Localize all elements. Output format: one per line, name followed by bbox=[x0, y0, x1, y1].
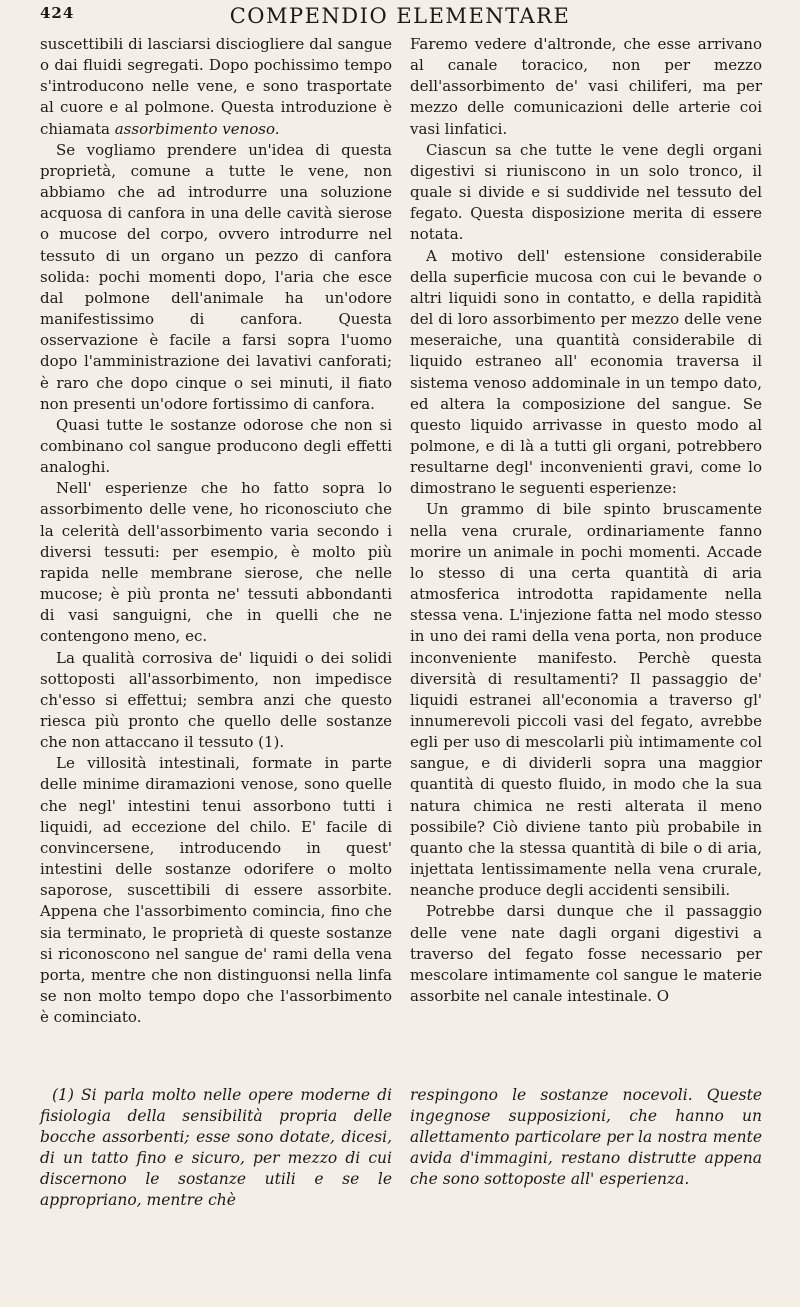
paragraph: Ciascun sa che tutte le vene degli organi digestivi si riuniscono in un solo tronco, il quale si divide e si suddivide nel tessuto del fegato. Questa disposizione merita di essere notata. bbox=[410, 140, 762, 244]
paragraph: Quasi tutte le sostanze odorose che non si combinano col sangue producono degli effetti analoghi. bbox=[40, 415, 392, 477]
paragraph: Faremo vedere d'altronde, che esse arrivano al canale toracico, non per mezzo dell'assorbimento de' vasi chiliferi, ma per mezzo delle comunicazioni delle arterie coi vasi linfatici. bbox=[410, 35, 762, 138]
footnote-right bbox=[410, 1085, 762, 1190]
paragraph: Le villosità intestinali, formate in parte delle minime diramazioni venose, sono quelle che negl' intestini tenui assorbono tutti i liquidi, ad eccezione del chilo. E' facile di convincersene, introducendo in quest' intestini delle sostanze odorifere o molto saporose, suscettibili di essere assorbite. Appena che l'assorbimento comincia, fino che sia terminato, le proprietà di queste sostanze si riconoscono nel sangue de' rami della vena porta, mentre che non distinguonsi nella linfa se non molto tempo dopo che l'assorbimento è cominciato. bbox=[40, 754, 392, 1027]
left-column bbox=[40, 34, 392, 1028]
paragraph: A motivo dell' estensione considerabile della superficie mucosa con cui le bevande o altri liquidi sono in contatto, e della rapidità del di loro assorbimento per mezzo delle vene meseraiche, una quantità considerabile di liquido estraneo all' economia traversa il sistema venoso addominale in un tempo dato, ed altera la composizione del sangue. Se questo liquido arrivasse in questo modo al polmone, e di là a tutti gli organi, potrebbero resultarne degl' inconvenienti gravi, come lo dimostrano le seguenti esperienze: bbox=[410, 246, 762, 498]
paragraph: Un grammo di bile spinto bruscamente nella vena crurale, ordinariamente fanno morire un animale in pochi momenti. Accade lo stesso di una certa quantità di aria atmosferica introdotta rapidamente nella stessa vena. L'injezione fatta nel modo stesso in uno dei rami della vena porta, non produce inconveniente manifesto. Perchè questa diversità di resultamenti? Il passaggio de' liquidi estranei all'economia a traverso gl' innumerevoli piccoli vasi del fegato, avrebbe egli per uso di mescolarli più intimamente col sangue, e di dividerli sopra una maggior quantità di questo fluido, in modo che la sua natura chimica ne resti alterata il meno possibile? Ciò diviene tanto più probabile in quanto che la stessa quantità di bile o di aria, injettata lentissimamente nella vena crurale, neanche produce degli accidenti sensibili. bbox=[410, 500, 762, 900]
running-title: COMPENDIO ELEMENTARE bbox=[229, 4, 571, 28]
footnote-text: (1) Si parla molto nelle opere moderne di fisiologia della sensibilità propria delle bocche assorbenti; esse sono dotate, dicesi, di un tatto fino e sicuro, per mezzo di cui discernono le sostanze utili e se le appropriano, mentre chè bbox=[40, 1086, 392, 1209]
paragraph: suscettibili di lasciarsi disciogliere dal sangue o dai fluidi segregati. Dopo pochissimo tempo s'introducono nelle vene, e sono trasportate al cuore e al polmone. Questa introduzione è chiamata assorbimento venoso. bbox=[40, 35, 392, 138]
paragraph: Potrebbe darsi dunque che il passaggio delle vene nate dagli organi digestivi a traverso del fegato fosse necessario per mescolare intimamente col sangue le materie assorbite nel canale intestinale. O bbox=[410, 902, 762, 1006]
footnote-left bbox=[40, 1085, 392, 1211]
paragraph: Nell' esperienze che ho fatto sopra lo assorbimento delle vene, ho riconosciuto che la celerità dell'assorbimento varia secondo i diversi tessuti: per esempio, è molto più rapida nelle membrane sierose, che nelle mucose; è più pronta ne' tessuti abbondanti di vasi sanguigni, che in quelli che ne contengono meno, ec. bbox=[40, 479, 392, 646]
page-header bbox=[40, 4, 760, 28]
footnote-text: respingono le sostanze nocevoli. Queste ingegnose supposizioni, che hanno un allettamento particolare per la nostra mente avida d'immagini, restano distrutte appena che sono sottoposte all' esperienza. bbox=[410, 1086, 762, 1188]
italic-term: assorbimento venoso. bbox=[114, 119, 280, 138]
paragraph: La qualità corrosiva de' liquidi o dei solidi sottoposti all'assorbimento, non impedisce ch'esso si effettui; sembra anzi che questo riesca più pronto che quello delle sostanze che non attaccano il tessuto (1). bbox=[40, 648, 392, 752]
right-column bbox=[410, 34, 762, 1007]
page-number: 424 bbox=[40, 4, 75, 22]
paragraph: Se vogliamo prendere un'idea di questa proprietà, comune a tutte le vene, non abbiamo che ad introdurre una soluzione acquosa di canfora in una delle cavità sierose o mucose del corpo, ovvero introdurre nel tessuto di un organo un pezzo di canfora solida: pochi momenti dopo, l'aria che esce dal polmone dell'animale ha un'odore manifestissimo di canfora. Questa osservazione è facile a farsi sopra l'uomo dopo l'amministrazione dei lavativi canforati; è raro che dopo cinque o sei minuti, il fiato non presenti un'odore fortissimo di canfora. bbox=[40, 140, 392, 413]
